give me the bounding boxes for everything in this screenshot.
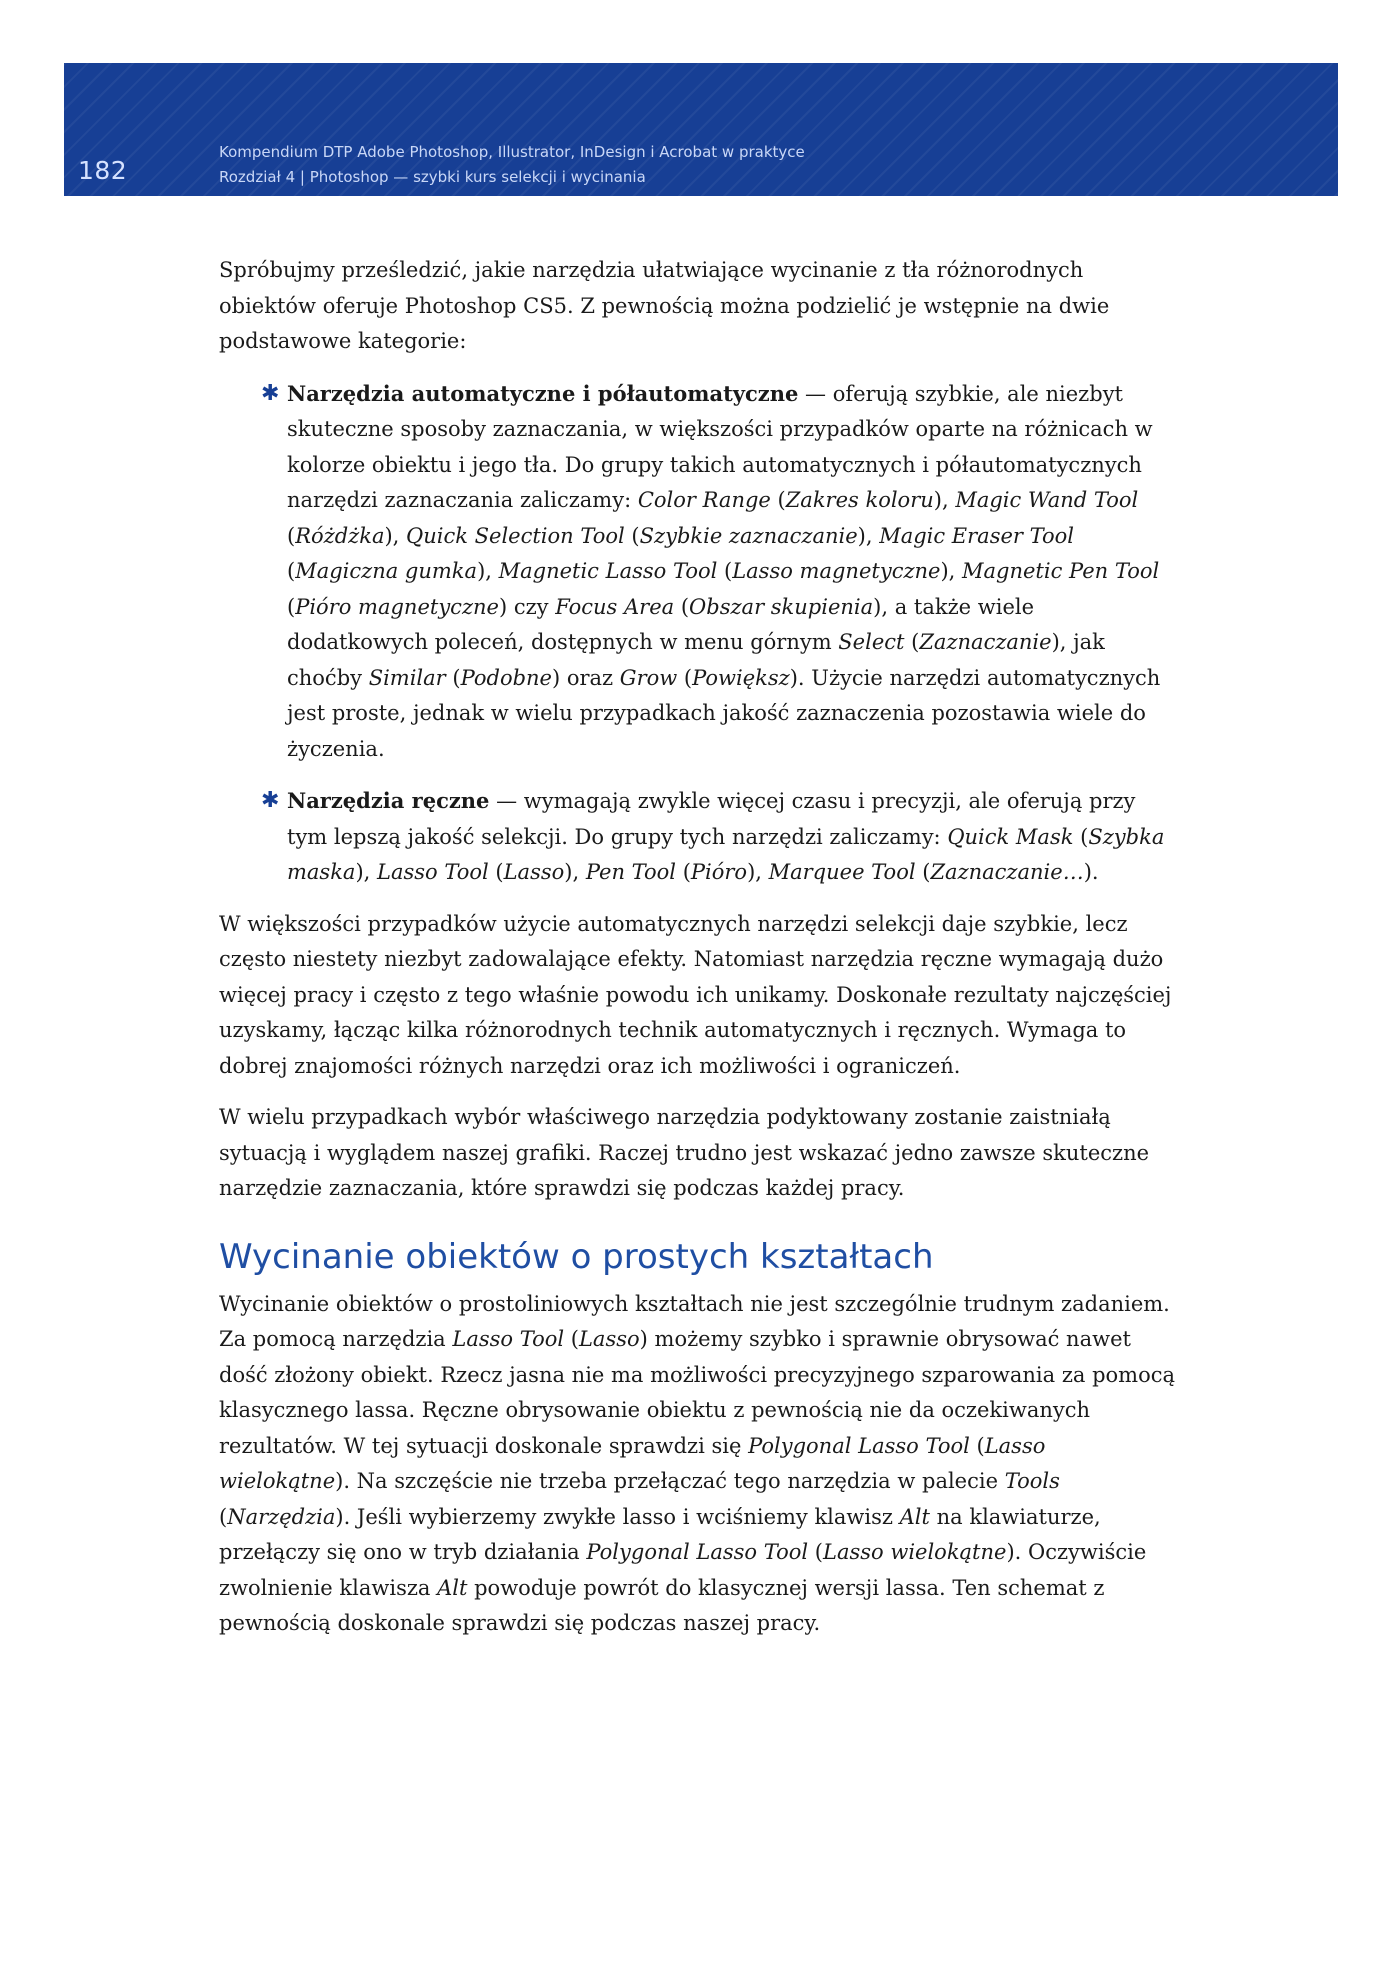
text-span: — oferują szybkie, ale niezbyt skuteczne sposoby zaznaczania, w większości przypadków oparte na różnicach w kolorze obiektu i jego tła. Do grupy takich automatycznych i półautomatycznych narzędzi zaznaczania zaliczamy: [287, 381, 1153, 512]
tool-name: Magnetic Lasso Tool [498, 559, 718, 583]
text-span: Wycinanie obiektów o prostoliniowych kształtach nie jest szczególnie trudnym zadaniem. Za pomocą narzędzia [219, 1291, 1170, 1351]
page-content [219, 253, 1179, 1658]
list-item-automatic-tools [219, 376, 1179, 768]
text-span: — wymagają zwykle więcej czasu i precyzji, ale oferują przy tym lepszą jakość selekcji. Do grupy tych narzędzi zaliczamy: [287, 789, 1136, 849]
command-name: Grow [619, 665, 678, 690]
paragraph-polygonal-lasso [219, 1287, 1179, 1642]
section-heading: Wycinanie obiektów o prostych kształtach [219, 1236, 934, 1277]
text-span: ( [904, 630, 920, 654]
text-span: ( [287, 559, 296, 583]
tool-translation: Lasso [503, 860, 565, 884]
text-span: ), [355, 860, 378, 884]
key-name: Alt [899, 1504, 930, 1529]
asterisk-icon: ✱ [261, 788, 280, 813]
text-span: ), [384, 523, 407, 548]
text-span: ( [674, 594, 690, 619]
text-span: ), [747, 860, 769, 884]
asterisk-icon: ✱ [261, 380, 280, 406]
text-span: ). Jeśli wybierzemy zwykłe lasso i wciśniemy klawisz [335, 1504, 900, 1529]
tool-name: Lasso Tool [377, 860, 489, 884]
menu-name: Select [838, 630, 905, 654]
tool-translation: Lasso wielokątne [219, 1433, 1046, 1493]
text-span: ( [624, 523, 640, 548]
list-item-text [287, 376, 1179, 768]
tool-name: Magnetic Pen Tool [962, 559, 1160, 583]
text-span: ), [940, 559, 963, 583]
tool-name: Marquee Tool [768, 860, 916, 884]
menu-translation: Zaznaczanie [919, 630, 1052, 654]
text-span: ). Na szczęście nie trzeba przełączać tego narzędzia w palecie [335, 1469, 1005, 1493]
text-span: ). Użycie narzędzi automatycznych jest proste, jednak w wielu przypadkach jakość zaznaczenia pozostawia wiele do życzenia. [287, 665, 1161, 761]
text-span: ), a także wiele dodatkowych poleceń, dostępnych w menu górnym [287, 594, 1035, 654]
command-name: Similar [368, 665, 446, 690]
tool-name: Magic Eraser Tool [879, 523, 1074, 548]
tool-translation: Magiczna gumka [295, 559, 478, 583]
tool-name: Polygonal Lasso Tool [748, 1433, 970, 1458]
list-item-manual-tools [219, 783, 1179, 891]
tool-translation: Lasso magnetyczne [732, 559, 941, 583]
bullet-term: Narzędzia ręczne [287, 788, 490, 813]
text-span: ( [676, 860, 691, 884]
text-span: ( [677, 665, 693, 690]
tool-name: Quick Mask [947, 824, 1074, 849]
text-span: ) możemy szybko i sprawnie obrysować nawet dość złożony obiekt. Rzecz jasna nie ma możliwości precyzyjnego szparowania za pomocą klasycznego lassa. Ręczne obrysowanie obiektu z pewnością nie da oczekiwanych rezultatów. W tej sytuacji doskonale sprawdzi się [219, 1327, 1176, 1458]
page-number: 182 [78, 156, 128, 185]
text-span: ( [808, 1540, 823, 1564]
tool-translation: Różdżka [295, 523, 385, 548]
text-span: ), [857, 523, 880, 548]
palette-translation: Narzędzia [227, 1504, 336, 1529]
chapter-title: Rozdział 4 | Photoshop — szybki kurs selekcji i wycinania [219, 168, 646, 186]
tool-translation: Zakres koloru [785, 488, 934, 512]
command-translation: Powiększ [692, 665, 790, 690]
tool-translation: Pióro [690, 860, 748, 884]
bullet-term: Narzędzia automatyczne i półautomatyczne [287, 380, 799, 406]
tool-name: Color Range [637, 488, 771, 512]
intro-paragraph: Spróbujmy prześledzić, jakie narzędzia ułatwiające wycinanie z tła różnorodnych obiektów oferuje Photoshop CS5. Z pewnością można podzielić je wstępnie na dwie podstawowe kategorie: [219, 258, 1110, 353]
text-span: ), jak choćby [287, 630, 1105, 690]
text-span: powoduje powrót do klasycznej wersji lassa. Ten schemat z pewnością doskonale sprawdzi się podczas naszej pracy. [219, 1575, 1105, 1635]
text-span: ( [287, 594, 296, 619]
text-span: ), [477, 559, 499, 583]
tool-name: Focus Area [555, 594, 675, 619]
text-span: na klawiaturze, przełączy się ono w tryb działania [219, 1504, 1101, 1564]
text-span: ), [564, 860, 586, 884]
tool-name: Pen Tool [585, 860, 677, 884]
text-span: ( [915, 860, 931, 884]
running-head [219, 140, 805, 190]
list-item-text [287, 783, 1179, 891]
text-span: ( [488, 860, 504, 884]
tool-translation: Szybkie zaznaczanie [639, 523, 858, 548]
paragraph-automatic-vs-manual: W większości przypadków użycie automatycznych narzędzi selekcji daje szybkie, lecz często niestety niezbyt zadowalające efekty. Natomiast narzędzia ręczne wymagają dużo więcej pracy i często z tego właśnie powodu ich unikamy. Doskonałe rezultaty najczęściej uzyskamy, łącząc kilka różnorodnych technik automatycznych i ręcznych. Wymaga to dobrej znajomości różnych narzędzi oraz ich możliwości i ograniczeń. [219, 911, 1172, 1078]
paragraph-tool-choice: W wielu przypadkach wybór właściwego narzędzia podyktowany zostanie zaistniałą sytuacją i wyglądem naszej grafiki. Raczej trudno jest wskazać jedno zawsze skuteczne narzędzie zaznaczania, które sprawdzi się podczas każdej pracy. [219, 1105, 1150, 1200]
tool-translation: Obszar skupienia [689, 594, 874, 619]
tool-translation: Szybka maska [287, 824, 1165, 884]
text-span: ( [219, 1504, 228, 1529]
text-span: ( [717, 559, 733, 583]
tool-name: Polygonal Lasso Tool [586, 1540, 809, 1564]
text-span: ( [564, 1327, 579, 1351]
tool-translation: Lasso [578, 1327, 640, 1351]
command-translation: Podobne [460, 665, 552, 690]
text-span: ( [770, 488, 786, 512]
tool-translation: Lasso wielokątne [823, 1540, 1007, 1564]
tool-name: Magic Wand Tool [955, 488, 1139, 512]
tool-translation: Pióro magnetyczne [295, 594, 499, 619]
text-span: ) czy [498, 594, 556, 619]
book-title: Kompendium DTP Adobe Photoshop, Illustrator, InDesign i Acrobat w praktyce [219, 143, 805, 161]
text-span: ( [445, 665, 461, 690]
text-span: ), [933, 488, 956, 512]
tool-category-list [219, 376, 1179, 891]
key-name: Alt [437, 1575, 468, 1600]
text-span: ( [1073, 824, 1089, 849]
text-span: ( [287, 523, 296, 548]
palette-name: Tools [1004, 1469, 1060, 1493]
text-span: ( [969, 1433, 985, 1458]
text-span: ). Oczywiście zwolnienie klawisza [219, 1540, 1147, 1600]
tool-name: Quick Selection Tool [406, 523, 625, 548]
tool-name: Lasso Tool [452, 1327, 565, 1351]
text-span: ) oraz [551, 665, 620, 690]
text-span: ). [1083, 860, 1099, 884]
tool-translation: Zaznaczanie… [930, 860, 1084, 884]
